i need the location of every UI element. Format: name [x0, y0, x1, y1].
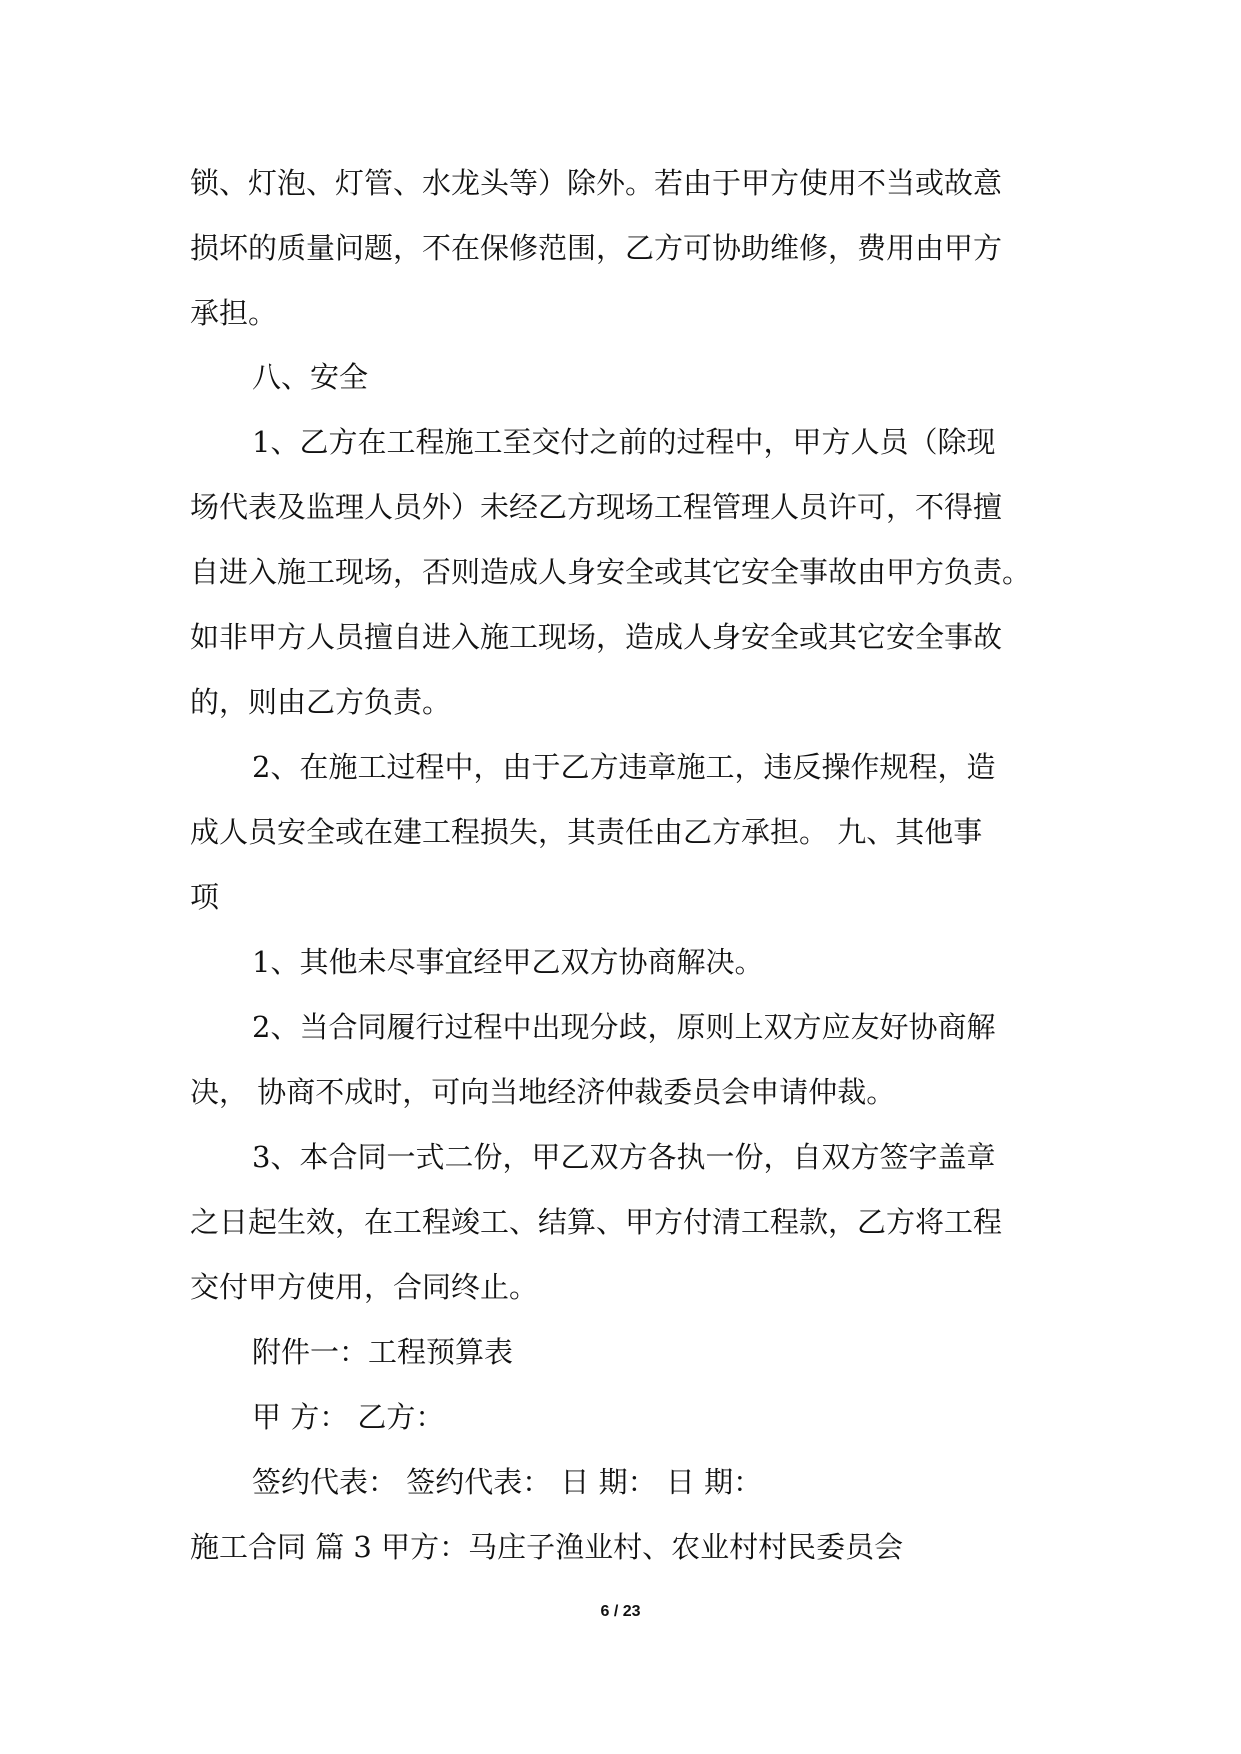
- text-line: 交付甲方使用，合同终止。: [190, 1270, 539, 1304]
- text-line: 的，则由乙方负责。: [190, 685, 452, 719]
- text-line: 成人员安全或在建工程损失，其责任由乙方承担。 九、其他事: [190, 815, 983, 849]
- text-line: 项: [190, 880, 220, 914]
- text-line: 如非甲方人员擅自进入施工现场，造成人身安全或其它安全事故: [190, 620, 1003, 654]
- signature-line: 签约代表： 签约代表： 日 期： 日 期：: [252, 1465, 763, 1499]
- page-number: 6 / 23: [600, 1603, 641, 1620]
- attachment-line: 附件一：工程预算表: [252, 1335, 514, 1369]
- text-line: 场代表及监理人员外）未经乙方现场工程管理人员许可，不得擅: [190, 490, 1003, 524]
- text-line: 之日起生效，在工程竣工、结算、甲方付清工程款，乙方将工程: [190, 1205, 1003, 1239]
- contract-heading-line: 施工合同 篇 3 甲方：马庄子渔业村、农业村村民委员会: [190, 1530, 904, 1564]
- text-line: 3、本合同一式二份，甲乙双方各执一份，自双方签字盖章: [252, 1140, 996, 1174]
- text-line: 1、其他未尽事宜经甲乙双方协商解决。: [252, 945, 764, 979]
- text-line: 2、在施工过程中，由于乙方违章施工，违反操作规程，造: [252, 750, 996, 784]
- text-line: 锁、灯泡、灯管、水龙头等）除外。若由于甲方使用不当或故意: [190, 166, 1003, 200]
- text-line: 损坏的质量问题，不在保修范围，乙方可协助维修，费用由甲方: [190, 231, 1003, 265]
- text-line: 1、乙方在工程施工至交付之前的过程中，甲方人员（除现: [252, 425, 996, 459]
- text-line: 2、当合同履行过程中出现分歧，原则上双方应友好协商解: [252, 1010, 996, 1044]
- text-line: 决， 协商不成时，可向当地经济仲裁委员会申请仲裁。: [190, 1075, 896, 1109]
- text-line: 承担。: [190, 296, 278, 330]
- parties-line: 甲 方： 乙方：: [252, 1400, 445, 1434]
- section-heading: 八、安全: [252, 360, 369, 394]
- text-line: 自进入施工现场，否则造成人身安全或其它安全事故由甲方负责。: [190, 555, 1032, 589]
